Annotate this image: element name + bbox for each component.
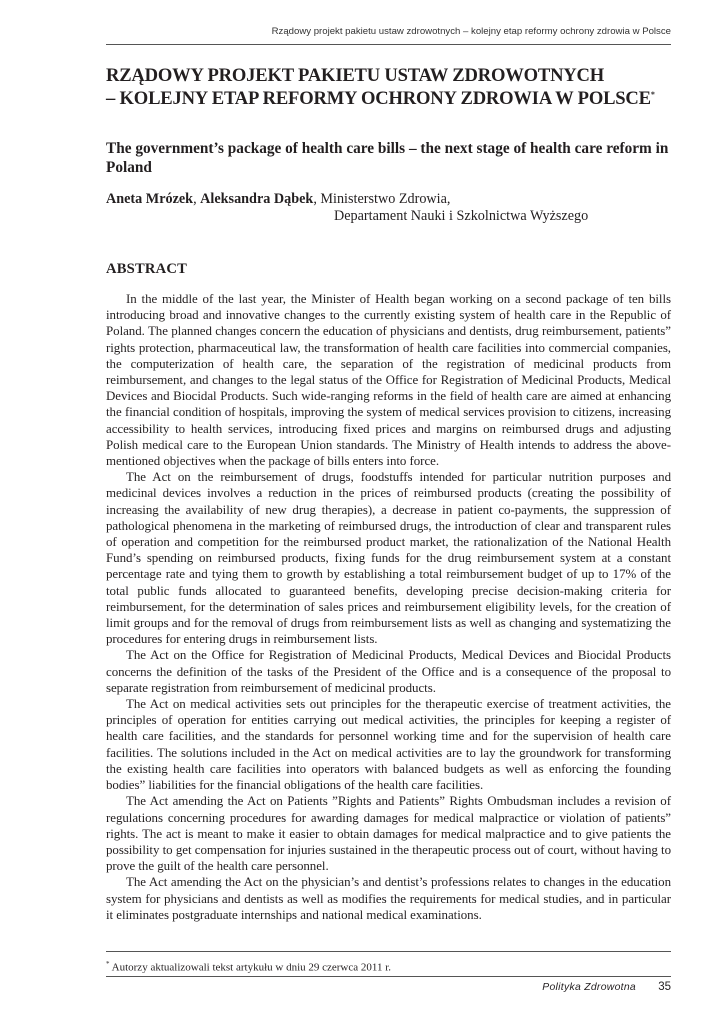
footnote (106, 957, 671, 975)
abstract-paragraph: In the middle of the last year, the Minister of Health began working on a second package of ten bills introducing broad and innovative changes to the currently existing system of health care in the Republic of Poland. The planned changes concern the education of physicians and dentists, drug reimbursement, patients” rights protection, pharmaceutical law, the transformation of health care facilities into commercial companies, the computerization of health care, the separation of the registration of medicinal products from reimbursement, and changes to the legal status of the Office for Registration of Medicinal Products, Medical Devices and Biocidal Products. Such wide-ranging reforms in the field of health care are aimed at enhancing the financial condition of hospitals, improving the system of medical services provision to citizens, increasing accessibility to health services, introducing fixed prices and margins on reimbursed drugs and adjusting Polish medical care to the European Union standards. The Ministry of Health intends to address the above-mentioned objectives when the package of bills enters into force. (106, 291, 671, 469)
article-title-english: The government’s package of health care bills – the next stage of health care reform in Poland (106, 140, 669, 176)
abstract-paragraph: The Act amending the Act on Patients ”Rights and Patients” Rights Ombudsman includes a revision of regulations concerning procedures for awarding damages for medical malpractice or violation of patients” rights. The act is meant to make it easier to obtain damages for medical malpractice and to give patients the possibility to get compensation for injuries sustained in the therapeutic process out of court, without having to prove the guilt of the health care personnel. (106, 793, 671, 874)
author-2: Aleksandra Dąbek (200, 191, 314, 207)
abstract-body (106, 291, 671, 923)
author-separator: , (193, 191, 201, 207)
journal-name: Polityka Zdrowotna (542, 982, 636, 993)
affiliation-line-1: , Ministerstwo Zdrowia, (313, 191, 451, 207)
abstract-paragraph: The Act on the Office for Registration of Medicinal Products, Medical Devices and Biocidal Products concerns the definition of the tasks of the President of the Office and is a consequence of the proposal to separate registration from reimbursement of medicinal products. (106, 647, 671, 695)
author-1: Aneta Mrózek (106, 191, 194, 207)
abstract-paragraph: The Act on medical activities sets out principles for the therapeutic exercise of treatment activities, the principles of operation for entities carrying out medical activities, the principles for keeping a register of health care facilities, and the standards for personnel working time and for the supervision of health care facilities. The solutions included in the Act on medical activities are to lay the groundwork for transforming the existing health care facilities into operators with balanced budgets as well as enforcing the founding bodies” liabilities for the financial obligations of the health care facilities. (106, 696, 671, 793)
abstract-paragraph: The Act amending the Act on the physician’s and dentist’s professions relates to changes in the education system for physicians and dentists as well as modifies the requirements for medical studies, and in particular it eliminates postgraduate internships and national medical examinations. (106, 874, 671, 922)
footnote-rule (106, 951, 671, 952)
abstract-heading: ABSTRACT (106, 261, 188, 277)
article-title (106, 64, 686, 110)
title-line-1: RZĄDOWY PROJEKT PAKIETU USTAW ZDROWOTNYCH (106, 65, 605, 86)
footnote-text: Autorzy aktualizowali tekst artykułu w dniu 29 czerwca 2011 r. (109, 961, 392, 974)
page-number: 35 (658, 981, 671, 993)
footer-rule (106, 976, 671, 977)
header-rule (106, 44, 671, 45)
authors (106, 191, 671, 208)
running-head: Rządowy projekt pakietu ustaw zdrowotnych – kolejny etap reformy ochrony zdrowia w Polsce (271, 26, 671, 37)
affiliation-line-2: Departament Nauki i Szkolnictwa Wyższego (334, 208, 589, 224)
abstract-paragraph: The Act on the reimbursement of drugs, foodstuffs intended for particular nutrition purposes and medicinal devices involves a reduction in the prices of reimbursed products (creating the possibility of increasing the availability of new drug therapies), a decrease in patient co-payments, the suppression of pathological phenomena in the marketing of reimbursed drugs, the introduction of clear and transparent rules of operation and competition for the reimbursed product market, the rationalization of the National Health Fund’s spending on reimbursed products, fixing funds for the drug reimbursement system at a constant percentage rate and tying them to growth by establishing a total reimbursement budget of up to 17% of the total public funds allocated to guaranteed benefits, developing precise decision-making criteria for reimbursement, for the determination of sales prices and reimbursement eligibility levels, for the creation of limit groups and for the removal of drugs from reimbursement lists as well as changing and systematizing the procedures for entering drugs in reimbursement lists. (106, 469, 671, 647)
title-footnote-marker: * (650, 89, 655, 99)
footnote-marker: * (106, 960, 110, 968)
title-line-2: – KOLEJNY ETAP REFORMY OCHRONY ZDROWIA W POLSCE (106, 88, 651, 109)
